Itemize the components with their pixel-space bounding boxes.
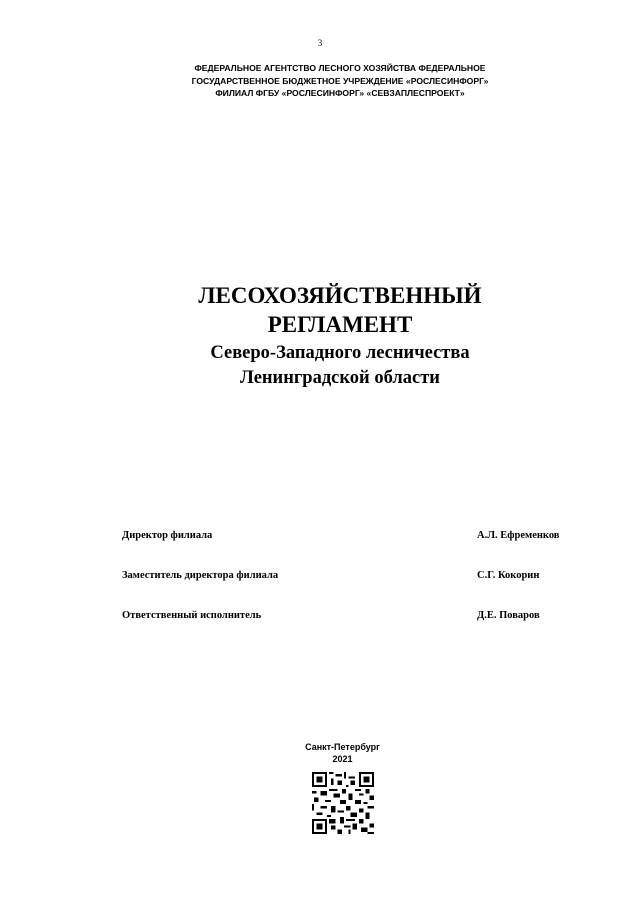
signatory-role: Ответственный исполнитель (122, 610, 262, 621)
organization-header (0, 62, 640, 100)
page-number: 3 (317, 38, 323, 48)
signatory-row (122, 530, 582, 546)
document-title (0, 281, 640, 389)
subtitle-line: Ленинградской области (240, 368, 440, 388)
signatory-role: Директор филиала (122, 530, 213, 541)
signatory-name: С.Г. Кокорин (477, 570, 540, 581)
subtitle-line: Северо-Западного лесничества (210, 343, 470, 363)
footer-year: 2021 (332, 753, 353, 764)
signatory-name: А.Л. Ефременков (477, 530, 560, 541)
organization-line: ФИЛИАЛ ФГБУ «РОСЛЕСИНФОРГ» «СЕВЗАПЛЕСПРОЕКТ» (215, 88, 465, 98)
signatory-name: Д.Е. Поваров (477, 610, 540, 621)
footer (0, 742, 640, 765)
organization-line: ФЕДЕРАЛЬНОЕ АГЕНТСТВО ЛЕСНОГО ХОЗЯЙСТВА ФЕДЕРАЛЬНОЕ (194, 63, 486, 73)
title-line: ЛЕСОХОЗЯЙСТВЕННЫЙ (198, 283, 482, 308)
signatory-role: Заместитель директора филиала (122, 570, 279, 581)
signatory-row (122, 610, 582, 626)
signatory-row (122, 570, 582, 586)
organization-line: ГОСУДАРСТВЕННОЕ БЮДЖЕТНОЕ УЧРЕЖДЕНИЕ «РОСЛЕСИНФОРГ» (191, 75, 489, 86)
qr-code (312, 772, 374, 834)
footer-city: Санкт-Петербург (305, 742, 380, 752)
title-line: РЕГЛАМЕНТ (267, 312, 413, 337)
